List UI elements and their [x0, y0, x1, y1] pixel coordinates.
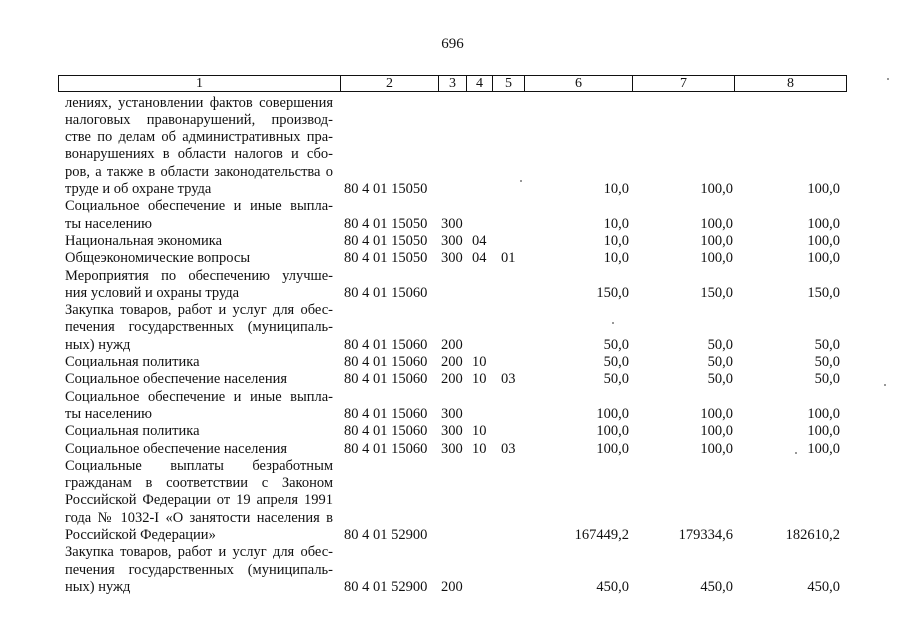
scan-speck — [795, 452, 797, 454]
row-description — [65, 354, 333, 371]
row-description — [65, 268, 333, 303]
row-col-4: 04 — [472, 232, 487, 249]
row-code: 80 4 01 15060 — [344, 405, 428, 422]
row-col-4: 10 — [472, 423, 487, 440]
row-value-col-7: 100,0 — [700, 423, 733, 440]
row-code: 80 4 01 15060 — [344, 354, 428, 370]
description-line: Закупка товаров, работ и услуг для обес- — [65, 544, 333, 561]
scan-speck — [887, 78, 889, 80]
description-line: Национальная экономика — [65, 232, 223, 249]
row-col-4: 10 — [472, 440, 487, 457]
row-code: 80 4 01 15060 — [344, 423, 428, 440]
description-line: Социальная политика — [65, 423, 200, 440]
description-line: Социальное обеспечение и иные выпла- — [65, 388, 333, 405]
row-value-col-6: 10,0 — [603, 181, 629, 197]
row-col-3: 300 — [441, 440, 463, 457]
row-value-col-6: 167449,2 — [574, 526, 629, 543]
header-col-5: 5 — [493, 76, 525, 91]
description-line: труде и об охране труда — [65, 180, 212, 197]
row-value-col-8: 100,0 — [807, 250, 840, 267]
row-value-col-7: 100,0 — [700, 232, 733, 249]
description-line: печения государственных (муниципаль- — [65, 561, 333, 578]
description-line: вонарушениях в области налогов и сбо- — [65, 146, 333, 163]
row-code: 80 4 01 52900 — [344, 578, 428, 595]
row-col-3: 200 — [441, 371, 463, 388]
header-col-1: 1 — [59, 76, 341, 91]
description-line: Российской Федерации» — [65, 526, 216, 543]
description-line: Социальное обеспечение населения — [65, 371, 288, 388]
row-description — [65, 198, 333, 233]
row-value-col-6: 50,0 — [603, 336, 629, 353]
description-line: Общеэкономические вопросы — [65, 250, 251, 267]
row-col-5: 03 — [501, 440, 516, 457]
row-col-3: 300 — [441, 215, 463, 232]
header-col-8: 8 — [787, 76, 794, 91]
description-line: гражданам в соответствии с Законом — [65, 475, 333, 492]
row-code: 80 4 01 15050 — [344, 215, 428, 232]
row-col-3: 300 — [441, 250, 463, 267]
row-value-col-8: 450,0 — [807, 578, 840, 595]
row-description — [65, 371, 333, 388]
page-number: 696 — [441, 36, 464, 52]
row-code: 80 4 01 15050 — [344, 250, 428, 267]
description-line: ных) нужд — [65, 578, 131, 595]
description-line: ния условий и охраны труда — [65, 284, 240, 301]
row-description — [65, 250, 333, 267]
row-col-4: 10 — [472, 371, 487, 388]
header-col-2: 2 — [341, 76, 439, 91]
header-col-7: 7 — [633, 76, 735, 91]
row-description — [65, 544, 333, 596]
description-line: Социальная политика — [65, 354, 200, 370]
description-line: Социальное обеспечение и иные выпла- — [65, 198, 333, 215]
row-value-col-6: 10,0 — [603, 232, 629, 249]
row-value-col-6: 10,0 — [603, 250, 629, 267]
row-value-col-7: 100,0 — [700, 250, 733, 267]
description-line: Закупка товаров, работ и услуг для обес- — [65, 302, 333, 319]
row-description — [65, 389, 333, 424]
row-col-3: 200 — [441, 336, 463, 353]
row-value-col-7: 50,0 — [707, 354, 733, 370]
row-value-col-6: 100,0 — [596, 440, 629, 457]
scan-speck — [884, 384, 886, 386]
description-line: ты населению — [65, 215, 152, 232]
description-line: ты населению — [65, 405, 152, 422]
row-code: 80 4 01 15060 — [344, 336, 428, 353]
row-value-col-8: 100,0 — [807, 215, 840, 232]
row-value-col-7: 100,0 — [700, 440, 733, 457]
row-col-5: 01 — [501, 250, 516, 267]
header-col-3: 3 — [439, 76, 467, 91]
row-value-col-8: 100,0 — [807, 440, 840, 457]
row-value-col-7: 100,0 — [700, 215, 733, 232]
row-description — [65, 302, 333, 354]
row-value-col-8: 150,0 — [807, 284, 840, 301]
row-value-col-6: 150,0 — [596, 284, 629, 301]
description-line: ных) нужд — [65, 336, 131, 353]
scan-speck — [612, 322, 614, 324]
description-line: ров, а также в области законодательства о — [65, 163, 333, 180]
row-value-col-7: 50,0 — [707, 336, 733, 353]
row-value-col-8: 50,0 — [814, 354, 840, 370]
row-value-col-8: 50,0 — [814, 336, 840, 353]
description-line: Российской Федерации от 19 апреля 1991 — [65, 492, 333, 509]
description-line: налоговых правонарушений, производ- — [65, 111, 333, 128]
row-description — [65, 233, 333, 250]
row-code: 80 4 01 15050 — [344, 232, 428, 249]
row-value-col-6: 50,0 — [603, 354, 629, 370]
row-code: 80 4 01 15050 — [344, 181, 428, 197]
row-description — [65, 458, 333, 544]
row-value-col-8: 100,0 — [807, 181, 840, 197]
row-value-col-8: 100,0 — [807, 405, 840, 422]
scan-speck — [520, 180, 522, 182]
row-description — [65, 423, 333, 440]
row-code: 80 4 01 15060 — [344, 371, 428, 388]
row-col-5: 03 — [501, 371, 516, 388]
header-col-6: 6 — [525, 76, 633, 91]
row-col-3: 300 — [441, 423, 463, 440]
description-line: печения государственных (муниципаль- — [65, 319, 333, 336]
row-col-3: 300 — [441, 405, 463, 422]
row-value-col-6: 10,0 — [603, 215, 629, 232]
row-value-col-8: 182610,2 — [785, 526, 840, 543]
row-col-4: 04 — [472, 250, 487, 267]
row-value-col-6: 50,0 — [603, 371, 629, 388]
description-line: Социальное обеспечение населения — [65, 440, 288, 457]
row-description — [65, 95, 333, 199]
row-value-col-6: 450,0 — [596, 578, 629, 595]
row-value-col-7: 179334,6 — [678, 526, 733, 543]
row-value-col-7: 50,0 — [707, 371, 733, 388]
row-code: 80 4 01 15060 — [344, 284, 428, 301]
row-value-col-8: 100,0 — [807, 423, 840, 440]
row-value-col-7: 150,0 — [700, 284, 733, 301]
row-col-4: 10 — [472, 354, 487, 370]
description-line: лениях, установлении фактов совершения — [65, 94, 333, 111]
row-value-col-7: 100,0 — [700, 405, 733, 422]
row-value-col-8: 100,0 — [807, 232, 840, 249]
row-col-3: 300 — [441, 232, 463, 249]
row-code: 80 4 01 52900 — [344, 526, 428, 543]
description-line: Социальные выплаты безработным — [65, 457, 333, 474]
header-col-4: 4 — [467, 76, 493, 91]
row-col-3: 200 — [441, 578, 463, 595]
row-description — [65, 441, 333, 458]
row-value-col-8: 50,0 — [814, 371, 840, 388]
description-line: Мероприятия по обеспечению улучше- — [65, 267, 333, 284]
row-value-col-6: 100,0 — [596, 405, 629, 422]
row-value-col-7: 450,0 — [700, 578, 733, 595]
description-line: стве по делам об административных пра- — [65, 129, 333, 146]
row-value-col-6: 100,0 — [596, 423, 629, 440]
description-line: года № 1032-I «О занятости населения в — [65, 509, 333, 526]
row-code: 80 4 01 15060 — [344, 440, 428, 457]
row-value-col-7: 100,0 — [700, 181, 733, 197]
row-col-3: 200 — [441, 354, 463, 370]
